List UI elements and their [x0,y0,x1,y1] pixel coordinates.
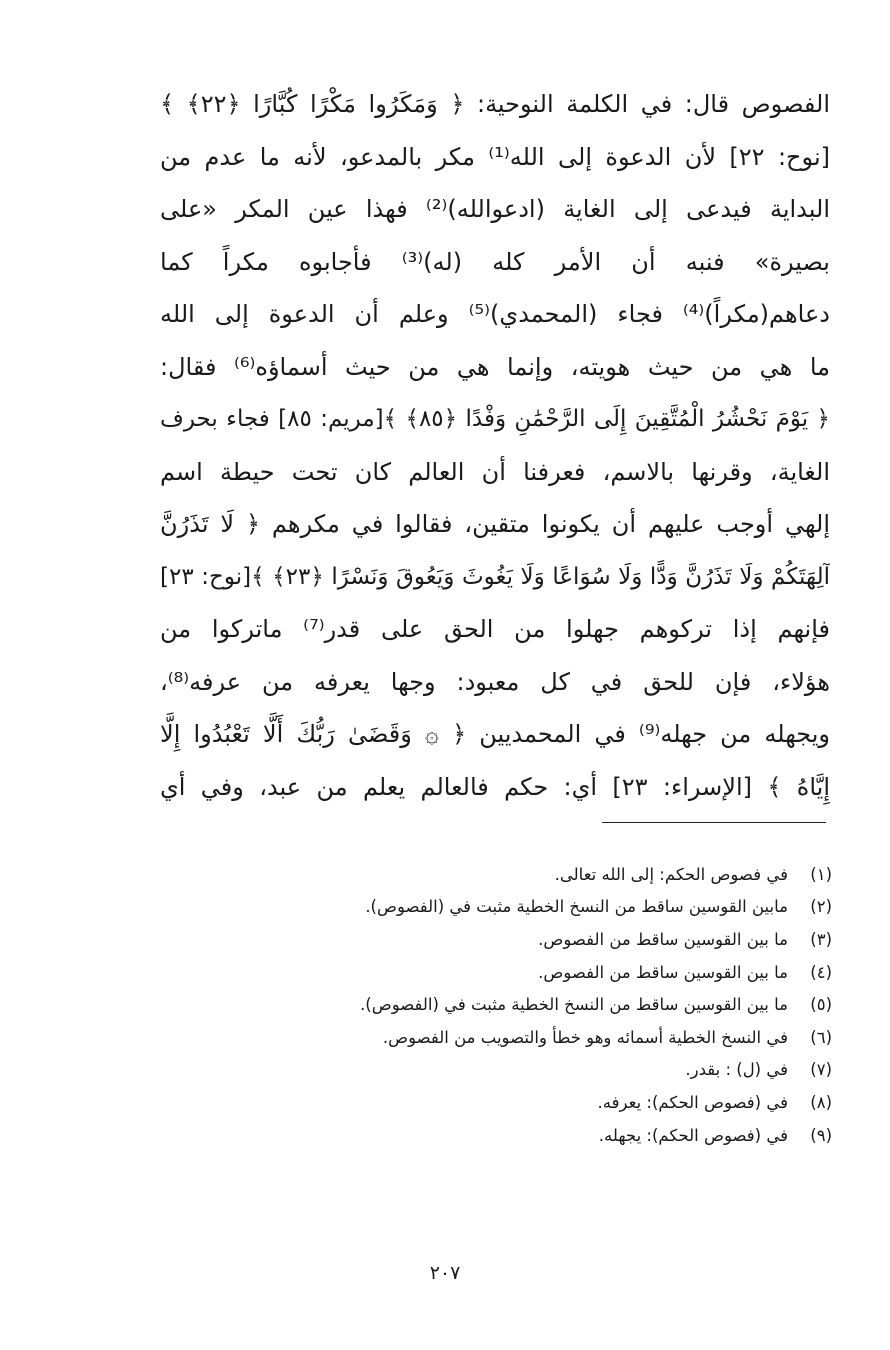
text-line: ﴿ يَوْمَ نَحْشُرُ الْمُتَّقِينَ إِلَى الرَّحْمَٰنِ وَفْدًا ﴿٨٥﴾ ﴾[مريم: ٨٥] فجاء بحرف [160,406,830,432]
footnote-number: (٢) [810,897,832,917]
text-line: الفصوص قال: في الكلمة النوحية: ﴿ وَمَكَرُوا مَكْرًا كُبَّارًا ﴿٢٢﴾ ﴾ [160,90,830,118]
footnote [212,1021,832,1054]
text-line: ويجهله من جهله⁽⁹⁾ في المحمديين ﴿ ۞ وَقَضَىٰ رَبُّكَ أَلَّا تَعْبُدُوا إِلَّا [160,720,830,748]
text-line: البداية فيدعى إلى الغاية (ادعوالله)⁽²⁾ فهذا عين المكر «على [160,195,830,223]
footnote-text: في (فصوص الحكم): يجهله. [598,1125,788,1145]
text-line: فإنهم إذا تركوهم جهلوا من الحق على قدر⁽⁷⁾ ماتركوا من [160,615,830,643]
footnote-number: (٩) [810,1125,832,1145]
footnote-text: ما بين القوسين ساقط من الفصوص. [538,929,788,949]
footnote-number: (٨) [810,1092,832,1112]
text-line: إِيَّاهُ ﴾ [الإسراء: ٢٣] أي: حكم فالعالم يعلم من عبد، وفي أي [160,772,830,801]
footnote-separator [602,822,826,823]
page-number: ٢٠٧ [429,1262,461,1284]
footnote-text: في النسخ الخطية أسمائه وهو خطأ والتصويب من الفصوص. [382,1027,788,1047]
footnote-text: ما بين القوسين ساقط من الفصوص. [538,962,788,982]
main-text-block [160,78,830,813]
footnote [212,988,832,1021]
footnote-number: (٥) [810,995,832,1015]
text-line: دعاهم(مكراً)⁽⁴⁾ فجاء (المحمدي)⁽⁵⁾ وعلم أن الدعوة إلى الله [160,300,830,328]
footnote-number: (٤) [810,962,832,982]
footnote-text: في (ل) : بقدر. [685,1060,788,1080]
footnote-text: في (فصوص الحكم): يعرفه. [597,1092,788,1112]
footnote [212,1119,832,1152]
footnote [212,891,832,924]
text-line: ما هي من حيث هويته، وإنما هي من حيث أسماؤه⁽⁶⁾ فقال: [160,352,830,381]
footnote-number: (١) [810,864,832,884]
footnote-text: مابين القوسين ساقط من النسخ الخطية مثبت في (الفصوص). [365,897,788,917]
footnote-number: (٧) [810,1060,832,1080]
footnote [212,956,832,989]
footnote [212,1054,832,1087]
text-line: إلهي أوجب عليهم أن يكونوا متقين، فقالوا في مكرهم ﴿ لَا تَذَرُنَّ [160,510,830,538]
footnotes-list [212,858,832,1151]
footnote-number: (٣) [810,929,832,949]
text-line: [نوح: ٢٢] لأن الدعوة إلى الله⁽¹⁾ مكر بالمدعو، لأنه ما عدم من [160,142,830,171]
text-line: آلِهَتَكُمْ وَلَا تَذَرُنَّ وَدًّا وَلَا سُوَاعًا وَلَا يَغُوثَ وَيَعُوقَ وَنَسْرًا ﴿٢٣﴾ ﴾[نوح: ٢٣] [160,563,830,590]
footnote-number: (٦) [810,1027,832,1047]
text-line: هؤلاء، فإن للحق في كل معبود: وجها يعرفه من عرفه⁽⁸⁾، [160,667,830,696]
footnote [212,858,832,891]
text-line: الغاية، وقرنها بالاسم، فعرفنا أن العالم كان تحت حيطة اسم [160,457,830,486]
footnote-text: ما بين القوسين ساقط من النسخ الخطية مثبت في (الفصوص). [360,995,788,1015]
footnote [212,923,832,956]
footnote-text: في فصوص الحكم: إلى الله تعالى. [554,864,788,884]
text-line: بصيرة» فنبه أن الأمر كله (له)⁽³⁾ فأجابوه مكراً كما [160,247,830,276]
footnote [212,1086,832,1119]
